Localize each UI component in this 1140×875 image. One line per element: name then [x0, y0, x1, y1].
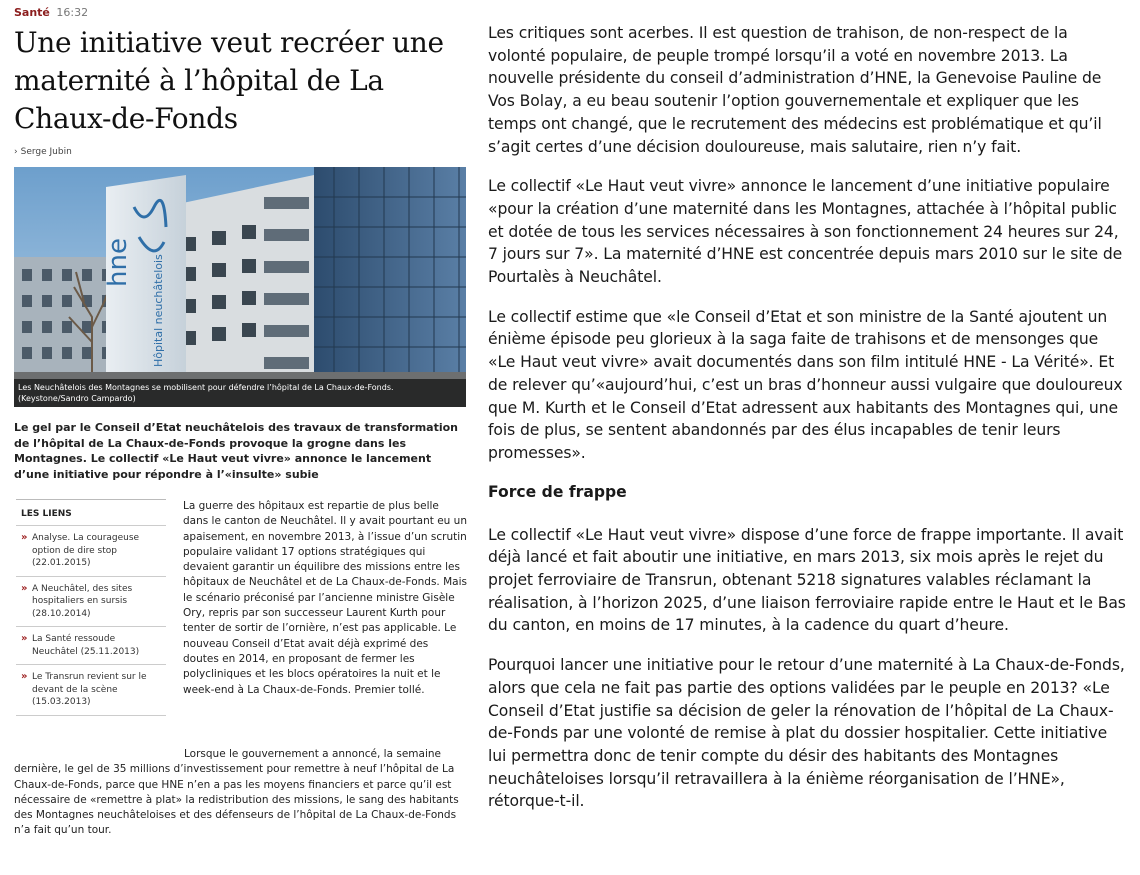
related-link-date: (15.03.2013): [32, 697, 91, 707]
body-paragraph-2-text: Lorsque le gouvernement a annoncé, la semaine dernière, le gel de 35 millions d’investissement pour remettre à neuf l’hôpital de La Chaux-de-Fonds, parce que HNE n’en a pas les moyens financiers et parce qu’il est nécessaire de «remettre à plat» la redistribution des missions, le sang des habitants des Montagnes neuchâteloises et des défenseurs de l’hôpital de La Chaux-de-Fonds n’a fait qu’un tour.: [14, 748, 459, 837]
chevron-right-icon: ›: [14, 147, 18, 157]
right-paragraph-5: Pourquoi lancer une initiative pour le retour d’une maternité à La Chaux-de-Fonds, alors que cela ne fait pas partie des options validées par le peuple en 2013? «Le Conseil d’Etat justifie sa décision de geler la rénovation de l’hôpital de La Chaux-de-Fonds par une volonté de remise à plat du dossier hospitalier. Cette initiative lui permettra donc de tenir compte du désir des habitants des Montagnes neuchâteloises lorsqu’il retravaillera à la énième réorganisation de l’HNE», rétorque-t-il.: [488, 656, 1125, 811]
right-paragraph-3: Le collectif estime que «le Conseil d’Etat et son ministre de la Santé ajoutent un énième épisode peu glorieux à la saga faite de trahisons et de mensonges que «Le Haut veut vivre» avait documentés dans son film intitulé HNE - La Vérité». Et de relever qu’«aujourd’hui, c’est un bras d’honneur aussi vulgaire que douloureux que M. Kurth et le Conseil d’Etat adressent aux habitants des Montagnes qui, une fois de plus, se sentent abandonnés par des élus incapables de tenir leurs promesses».: [488, 307, 1123, 462]
article-right-column: [488, 22, 1128, 830]
author-name: Serge Jubin: [20, 147, 72, 157]
related-link-text[interactable]: Analyse. La courageuse option de dire stop: [32, 533, 140, 556]
article-headline: Une initiative veut recréer une maternité à l’hôpital de La Chaux-de-Fonds: [14, 26, 444, 135]
article-photo: [14, 167, 466, 407]
rubric-label[interactable]: Santé: [14, 6, 50, 19]
right-paragraph-4: Le collectif «Le Haut veut vivre» dispose d’une force de frappe importante. Il avait déjà lancé et fait aboutir une initiative, en mars 2013, six mois après le rejet du projet ferroviaire de Transrun, obtenant 5218 signatures valables réclamant la réalisation, à l’horizon 2025, d’une liaison ferroviaire rapide entre le Haut et le Bas du canton, en moins de 17 minutes, à la cadence du quart d’heure.: [488, 525, 1126, 635]
related-link-date: (28.10.2014): [32, 608, 91, 619]
double-chevron-right-icon: »: [21, 633, 28, 644]
photo-caption-text: Les Neuchâtelois des Montagnes se mobilisent pour défendre l’hôpital de La Chaux-de-Fonds.: [18, 383, 394, 392]
related-link-item[interactable]: [16, 627, 166, 665]
related-link-text[interactable]: A Neuchâtel, des sites hospitaliers en sursis: [32, 583, 133, 606]
related-link-date: (22.01.2015): [32, 558, 91, 568]
related-link-item[interactable]: [16, 665, 166, 716]
hospital-photo-illustration: [14, 167, 466, 407]
photo-credit: (Keystone/Sandro Campardo): [18, 394, 136, 403]
right-paragraph-2: Le collectif «Le Haut veut vivre» annonce le lancement d’une initiative populaire «pour la création d’une maternité dans les Montagnes, attachée à l’hôpital public et dotée de tous les services nécessaires à son fonctionnement 24 heures sur 24, 7 jours sur 7». La maternité d’HNE est concentrée depuis mars 2010 sur le site de Pourtalès à Neuchâtel.: [488, 177, 1123, 287]
article-kicker: [14, 6, 466, 20]
double-chevron-right-icon: »: [21, 671, 28, 682]
publish-time: 16:32: [56, 6, 89, 19]
right-paragraph-1: Les critiques sont acerbes. Il est question de trahison, de non-respect de la volonté populaire, de peuple trompé lorsqu’il a voté en novembre 2013. La nouvelle présidente du conseil d’administration d’HNE, la Genevoise Pauline de Vos Bolay, a eu beau soutenir l’option gouvernementale et expliquer que les temps ont changé, que le recrutement des médecins est problématique et qu’il s’agit certes d’une décision douloureuse, mais salutaire, rien n’y fait.: [488, 24, 1102, 156]
related-link-text[interactable]: Le Transrun revient sur le devant de la scène: [32, 672, 147, 695]
sign-logo: hne: [103, 238, 133, 287]
photo-caption: [14, 379, 466, 407]
related-link-text[interactable]: La Santé ressoude Neuchâtel: [32, 634, 116, 657]
related-links-box: [16, 499, 166, 716]
related-link-item[interactable]: [16, 526, 166, 577]
body-paragraph-2: [14, 747, 466, 839]
related-link-item[interactable]: [16, 577, 166, 628]
article-body-left: [14, 499, 466, 869]
double-chevron-right-icon: »: [21, 582, 28, 594]
article-lede: Le gel par le Conseil d’Etat neuchâtelois des travaux de transformation de l’hôpital de La Chaux-de-Fonds provoque la grogne dans les Montagnes. Le collectif «Le Haut veut vivre» annonce le lancement d’une initiative pour répondre à l’«insulte» subie: [14, 421, 458, 481]
related-links-heading: LES LIENS: [16, 499, 166, 526]
related-link-date: (25.11.2013): [80, 646, 140, 657]
double-chevron-right-icon: »: [21, 532, 28, 543]
section-subheading: Force de frappe: [488, 482, 627, 501]
author-byline[interactable]: [14, 146, 466, 158]
article-left-column: [14, 6, 466, 869]
body-paragraph-1: La guerre des hôpitaux est repartie de plus belle dans le canton de Neuchâtel. Il y avait pourtant eu un apaisement, en novembre 2013, à l’issue d’un scrutin populaire validant 17 options stratégiques qui devaient garantir un équilibre des missions entre les hôpitaux de Neuchâtel et de La Chaux-de-Fonds. Mais le scénario préconisé par l’ancienne ministre Gisèle Ory, repris par son successeur Laurent Kurth pour tenter de sortir de l’ornière, n’est pas applicable. Le nouveau Conseil d’Etat avait déjà exprimé des doutes en 2014, en proposant de fermer les polycliniques et les blocs opératoires la nuit et le week-end à La Chaux-de-Fonds. Premier tollé.: [183, 500, 467, 696]
sign-text: Hôpital neuchâtelois: [152, 254, 165, 367]
